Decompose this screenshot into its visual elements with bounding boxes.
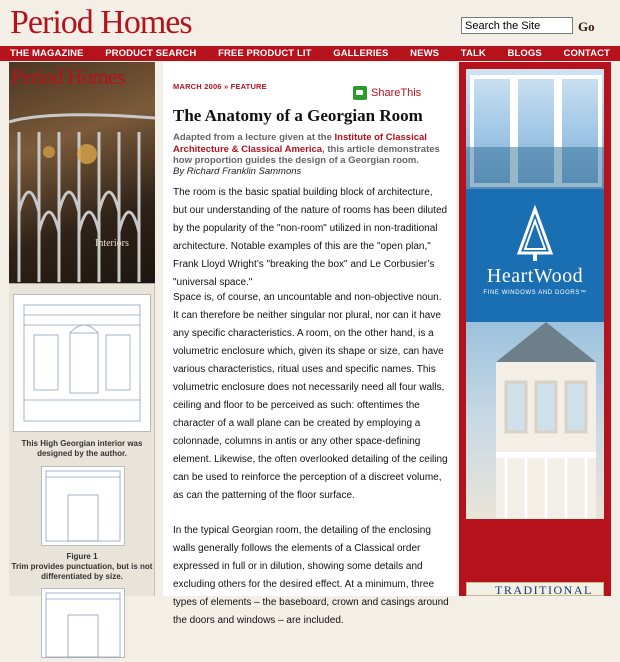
deck-text-end: , this article demonstrates how proportion guides the design of a Georgian room. <box>173 143 440 166</box>
caption-figure1-heading: Figure 1 <box>66 552 98 561</box>
caption-figure1 <box>11 552 153 582</box>
left-sidebar <box>9 62 155 596</box>
search-input[interactable] <box>461 17 573 34</box>
cover-subtitle: Interiors <box>95 238 129 249</box>
nav-item-blogs[interactable]: BLOGS <box>507 48 542 59</box>
georgian-interior-sketch[interactable] <box>13 294 151 432</box>
share-button[interactable] <box>353 86 421 100</box>
nav-item-galleries[interactable]: GALLERIES <box>333 48 389 59</box>
interior-drawing <box>14 295 150 431</box>
house-turret-drawing <box>466 322 604 519</box>
go-button[interactable]: Go <box>578 19 595 34</box>
caption-interior: This High Georgian interior was designed by the author. <box>21 439 143 458</box>
site-header <box>0 0 620 46</box>
nav-item-talk[interactable]: TALK <box>460 48 486 59</box>
figure2-sketch[interactable] <box>41 588 125 658</box>
ad-tagline: FINE WINDOWS AND DOORS™ <box>483 290 587 296</box>
deck-text-start: Adapted from a lecture given at the <box>173 132 335 143</box>
caption-figure1-text: Trim provides punctuation, but is not differentiated by size. <box>11 562 153 581</box>
article-deck <box>173 132 453 167</box>
article-column <box>163 62 456 626</box>
nav-item-product-search[interactable]: PRODUCT SEARCH <box>105 48 197 59</box>
article-paragraph-1: The room is the basic spatial building block of architecture, but our understanding of the nature of rooms has been diluted by the popularity of the "non-room" utilized in non-traditional architecture. Notable examples of this are the "open plan," Frank Lloyd Wright’s "breaking the box" and Le Corbusier’s "universal space." <box>173 187 448 288</box>
magazine-cover[interactable] <box>9 62 155 284</box>
nav-item-news[interactable]: NEWS <box>410 48 440 59</box>
share-icon <box>353 86 367 100</box>
nav-item-free-product-lit[interactable]: FREE PRODUCT LIT <box>218 48 312 59</box>
article-kicker[interactable]: MARCH 2006 » FEATURE <box>173 82 267 91</box>
figure1-drawing <box>42 467 124 545</box>
nav-item-magazine[interactable]: THE MAGAZINE <box>10 48 84 59</box>
cover-title: Period Homes <box>11 64 125 89</box>
article-paragraph-3: In the typical Georgian room, the detailing of the enclosing walls generally follows the elements of a Classical order expressed in full or in dilution, showing some details and excluding others for the desired effect. At a minimum, three types of elements – the baseboard, crown and casings around the doors and windows – are included. <box>173 525 449 626</box>
article-byline: By Richard Franklin Sammons <box>173 166 302 177</box>
article-title: The Anatomy of a Georgian Room <box>173 106 423 125</box>
right-ad-column <box>459 62 611 596</box>
cover-railing-image <box>9 92 155 284</box>
figure2-drawing <box>42 589 124 657</box>
deck-institute-link[interactable]: Institute of Classical Architecture & Classical America <box>173 132 427 155</box>
tree-logo-icon <box>515 207 555 263</box>
nav-item-contact[interactable]: CONTACT <box>563 48 610 59</box>
ad-brand-name: HeartWood <box>486 265 584 287</box>
main-nav <box>0 46 620 61</box>
ad-window-photo <box>466 69 604 189</box>
site-logo[interactable]: Period Homes <box>10 4 192 41</box>
ad-house-photo <box>466 322 604 519</box>
heartwood-ad[interactable] <box>466 69 604 519</box>
traditional-ad[interactable] <box>466 582 604 596</box>
window-frame-drawing <box>466 69 604 189</box>
traditional-ad-text: TRADITIONAL <box>495 583 593 597</box>
figure1-sketch[interactable] <box>41 466 125 546</box>
article-paragraph-2: Space is, of course, an uncountable and non-objective noun. It can therefore be neither singular nor plural, nor can it have any specific characteristics. A room, on the other hand, is a volumetric enclosure which, given its shape or size, can have various characteristics, ritual uses and specific names. This volumetric enclosure does not necessarily need all four walls, ceiling and floor to be perceived as such: oftentimes the character of a wall plane can be created by employing a colonnade, columns in antis or any other space-defining element. Likewise, the often overlooked detailing of the ceiling can be used to reinforce the perception of a discreet volume, as can the patterning of the floor surface. <box>173 292 448 501</box>
share-label: ShareThis <box>371 87 422 99</box>
ad-brand-panel <box>466 189 604 322</box>
